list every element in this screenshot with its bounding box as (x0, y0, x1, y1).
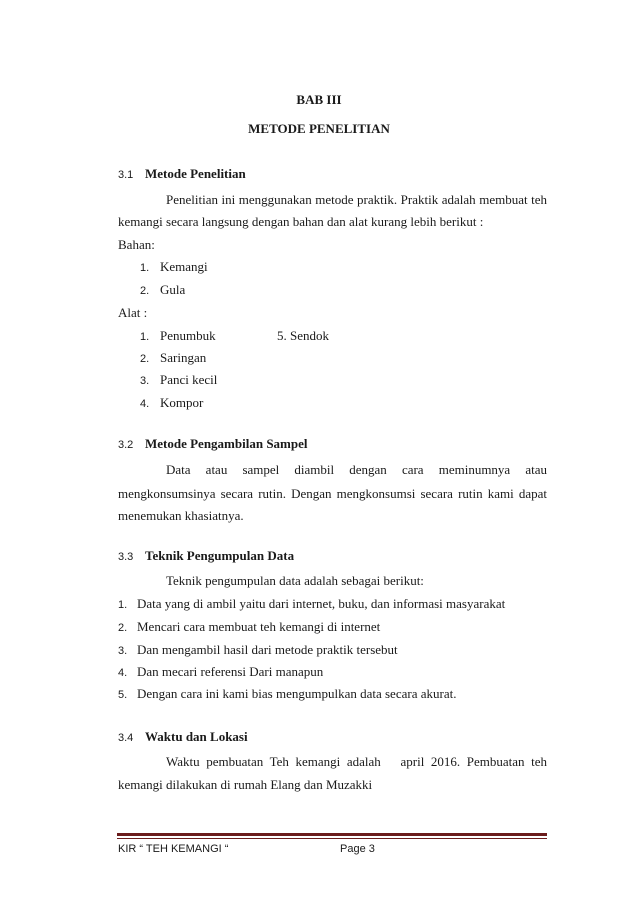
list-number: 1. (140, 262, 150, 274)
list-item (140, 350, 206, 366)
list-text: Kompor (160, 395, 204, 410)
paragraph-line: Teknik pengumpulan data adalah sebagai berikut: (166, 573, 424, 588)
section-heading-3-3 (118, 548, 294, 564)
list-number: 1. (118, 599, 128, 611)
list-text: Dan mengambil hasil dari metode praktik tersebut (137, 642, 398, 657)
list-number: 4. (118, 667, 128, 679)
list-text: Mencari cara membuat teh kemangi di internet (137, 619, 381, 634)
paragraph-line: menemukan khasiatnya. (118, 508, 244, 523)
section-number: 3.1 (118, 169, 134, 181)
list-number: 1. (140, 331, 150, 343)
list-number: 3. (118, 645, 128, 657)
list-item (140, 395, 203, 411)
section-number: 3.3 (118, 551, 134, 563)
paragraph-line: Penelitian ini menggunakan metode praktik. Praktik adalah membuat teh (166, 192, 547, 207)
list-item (140, 328, 216, 344)
list-text: Gula (160, 282, 186, 297)
list-number: 5. (118, 689, 128, 701)
paragraph-line: Waktu pembuatan Teh kemangi adalah april 2016. Pembuatan teh (166, 754, 547, 769)
section-heading-3-2 (118, 436, 308, 452)
section-heading-3-1 (118, 166, 246, 182)
page-number: Page 3 (340, 843, 375, 855)
section-title: Metode Pengambilan Sampel (145, 436, 308, 451)
list-item (118, 664, 323, 680)
section-title: Metode Penelitian (145, 166, 246, 181)
section-title: Waktu dan Lokasi (145, 729, 248, 744)
list-number: 3. (140, 375, 150, 387)
list-number: 2. (118, 622, 128, 634)
list-number: 4. (140, 398, 150, 410)
paragraph-line: Data atau sampel diambil dengan cara meminumnya atau (166, 462, 547, 477)
bahan-label: Bahan: (118, 237, 155, 252)
list-text: Kemangi (160, 259, 208, 274)
section-number: 3.4 (118, 732, 134, 744)
list-text: Panci kecil (160, 372, 218, 387)
footer-rule-thin (117, 838, 547, 839)
list-item (140, 282, 185, 298)
chapter-title: METODE PENELITIAN (248, 121, 390, 136)
list-item (118, 596, 505, 612)
section-title: Teknik Pengumpulan Data (145, 548, 295, 563)
footer-left-text: KIR “ TEH KEMANGI “ (118, 843, 229, 855)
footer-rule-thick (117, 833, 547, 836)
list-number: 2. (140, 353, 150, 365)
section-number: 3.2 (118, 439, 134, 451)
list-item (140, 259, 208, 275)
list-item (140, 372, 217, 388)
list-item (118, 686, 456, 702)
paragraph-line: kemangi secara langsung dengan bahan dan alat kurang lebih berikut : (118, 214, 484, 229)
list-item-sendok: 5. Sendok (277, 328, 329, 343)
paragraph-line: mengkonsumsinya secara rutin. Dengan mengkonsumsi secara rutin kami dapat (118, 486, 547, 501)
chapter-heading: BAB III (296, 92, 342, 107)
list-text: Penumbuk (160, 328, 216, 343)
list-item (118, 619, 380, 635)
list-text: Dan mecari referensi Dari manapun (137, 664, 324, 679)
list-text: Saringan (160, 350, 207, 365)
list-item (118, 642, 398, 658)
paragraph-line: kemangi dilakukan di rumah Elang dan Muzakki (118, 777, 373, 792)
list-text: Dengan cara ini kami bias mengumpulkan data secara akurat. (137, 686, 457, 701)
alat-label: Alat : (118, 305, 148, 320)
list-number: 2. (140, 285, 150, 297)
list-text: Data yang di ambil yaitu dari internet, buku, dan informasi masyarakat (137, 596, 506, 611)
section-heading-3-4 (118, 729, 248, 745)
